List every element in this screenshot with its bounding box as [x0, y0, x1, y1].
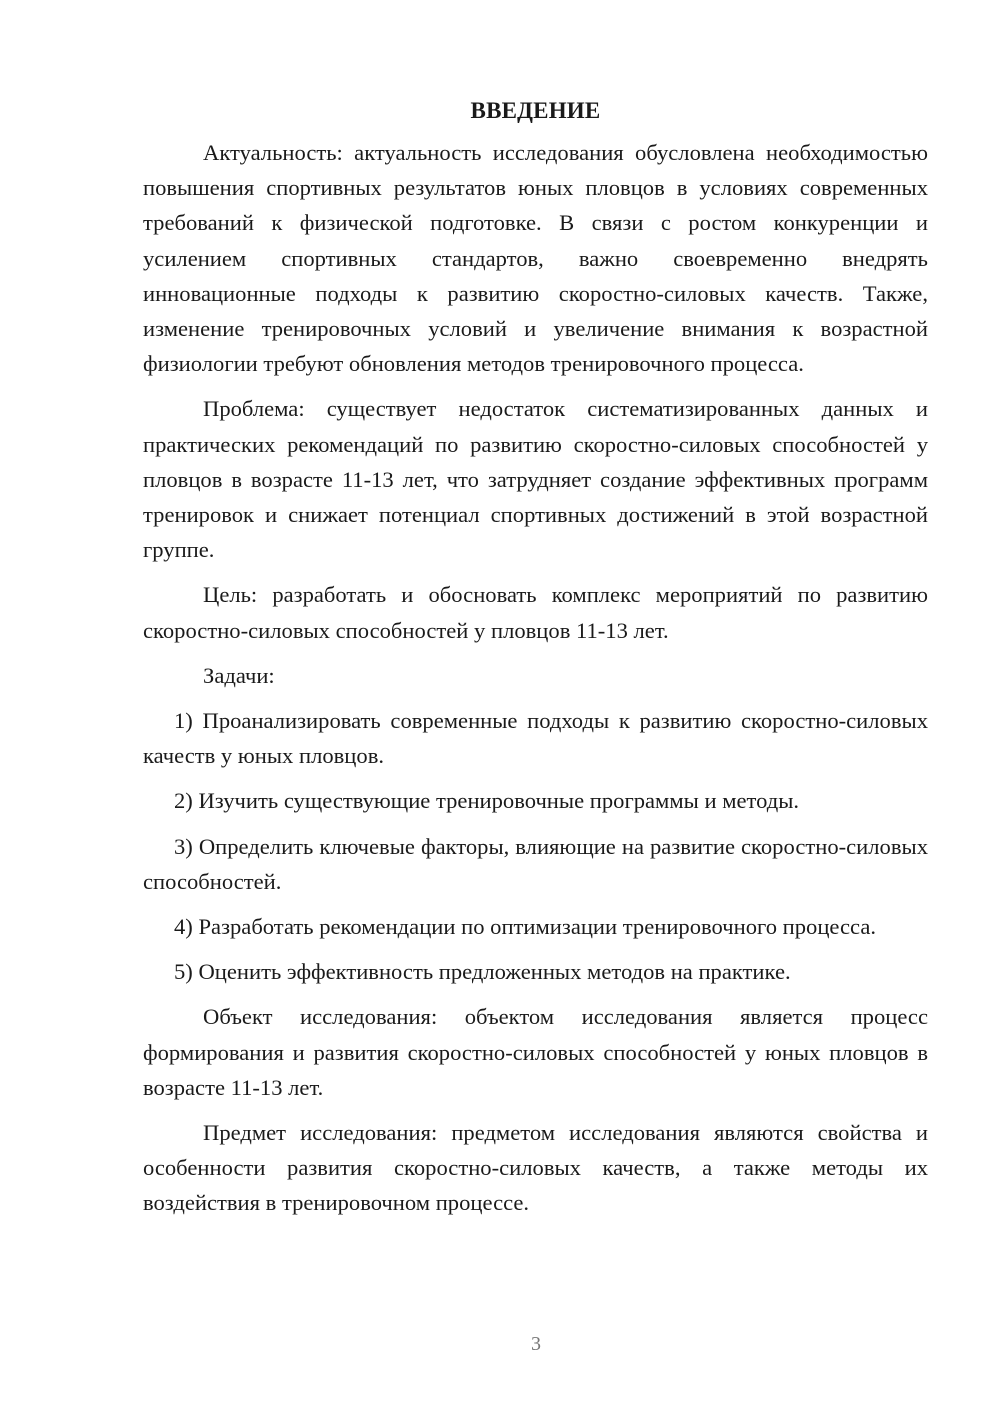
page-number: 3 — [531, 1333, 541, 1355]
document-page — [143, 93, 928, 1231]
tasks-label: Задачи: — [203, 662, 275, 688]
task-item-3: 3) Определить ключевые факторы, влияющие на развитие скоростно-силовых способностей. — [143, 833, 928, 894]
paragraph-subject: Предмет исследования: предметом исследования являются свойства и особенности развития скоростно-силовых качеств, а также методы их воздействия в тренировочном процессе. — [143, 1120, 928, 1216]
paragraph-goal: Цель: разработать и обосновать комплекс мероприятий по развитию скоростно-силовых способностей у пловцов 11-13 лет. — [143, 582, 928, 643]
task-item-2: 2) Изучить существующие тренировочные программы и методы. — [174, 788, 800, 814]
paragraph-problem: Проблема: существует недостаток систематизированных данных и практических рекомендаций по развитию скоростно-силовых способностей у пловцов в возрасте 11-13 лет, что затрудняет создание эффективных программ тренировок и снижает потенциал спортивных достижений в этой возрастной группе. — [143, 396, 928, 563]
task-item-1: 1) Проанализировать современные подходы к развитию скоростно-силовых качеств у юных пловцов. — [143, 708, 928, 769]
paragraph-relevance: Актуальность: актуальность исследования обусловлена необходимостью повышения спортивных результатов юных пловцов в условиях современных требований к физической подготовке. В связи с ростом конкуренции и усилением спортивных стандартов, важно своевременно внедрять инновационные подходы к развитию скоростно-силовых качеств. Также, изменение тренировочных условий и увеличение внимания к возрастной физиологии требуют обновления методов тренировочного процесса. — [143, 140, 928, 377]
task-item-5: 5) Оценить эффективность предложенных методов на практике. — [174, 959, 791, 985]
task-item-4: 4) Разработать рекомендации по оптимизации тренировочного процесса. — [174, 914, 877, 940]
paragraph-object: Объект исследования: объектом исследования является процесс формирования и развития скоростно-силовых способностей у юных пловцов в возрасте 11-13 лет. — [143, 1004, 928, 1100]
page-title: ВВЕДЕНИЕ — [470, 98, 601, 123]
